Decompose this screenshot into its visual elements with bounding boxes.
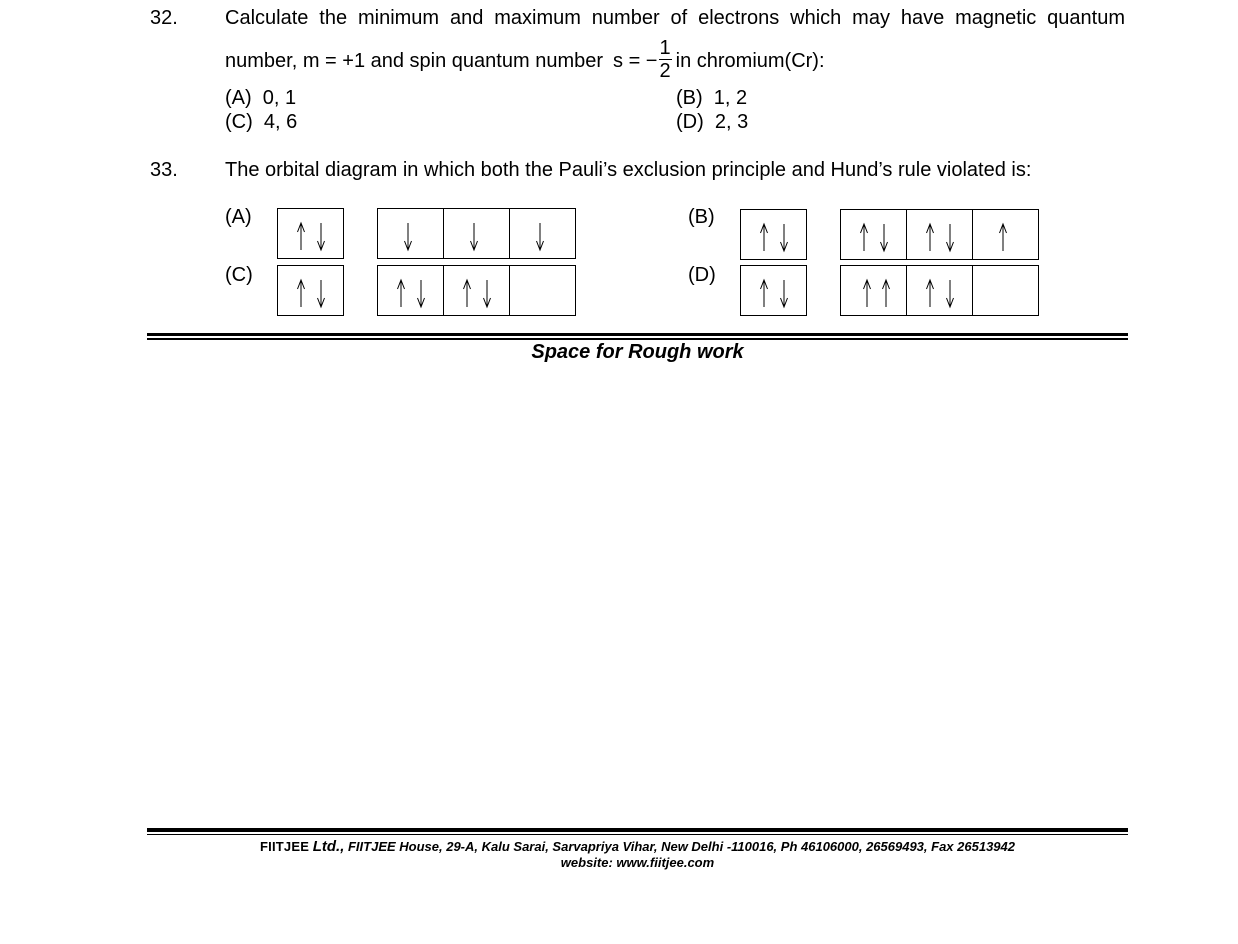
s-orbital-box (740, 265, 807, 316)
question-32-line2-suffix: in chromium(Cr): (675, 50, 825, 72)
question-32-text-line2 (225, 36, 825, 86)
question-32-number: 32. (150, 7, 178, 29)
rough-work-label: Space for Rough work (531, 341, 744, 363)
p-orbital-box (443, 208, 510, 259)
down-arrow-icon (318, 223, 325, 250)
footer-address-line (147, 839, 1128, 855)
up-arrow-icon (864, 280, 871, 307)
footer-rule-thick (147, 828, 1128, 832)
up-arrow-icon (398, 280, 405, 307)
p-orbital-box (840, 209, 907, 260)
fraction-one-half (659, 37, 672, 82)
down-arrow-icon (471, 223, 478, 250)
s-orbital-box (740, 209, 807, 260)
p-orbital-box (377, 208, 444, 259)
separator-thick (147, 333, 1128, 336)
footer-rule-thin (147, 834, 1128, 835)
s-orbital-box (277, 265, 344, 316)
question-32-line2-prefix: number, m = +1 and spin quantum number (225, 50, 604, 72)
fraction-denominator: 2 (659, 59, 671, 82)
up-arrow-icon (298, 223, 305, 250)
down-arrow-icon (781, 224, 788, 251)
down-arrow-icon (484, 280, 491, 307)
down-arrow-icon (781, 280, 788, 307)
footer-website: website: www.fiitjee.com (560, 855, 715, 870)
footer-address: FIITJEE House, 29-A, Kalu Sarai, Sarvapriya Vihar, New Delhi -110016, Ph 46106000, 26569493, Fax 26513942 (347, 839, 1015, 854)
p-orbital-box (377, 265, 444, 316)
down-arrow-icon (318, 280, 325, 307)
up-arrow-icon (298, 280, 305, 307)
option-33-d-label: (D) (688, 264, 716, 286)
option-value: 4, 6 (263, 111, 298, 133)
down-arrow-icon (881, 224, 888, 251)
option-label: (B) (676, 87, 703, 109)
up-arrow-icon (861, 224, 868, 251)
fraction-numerator: 1 (659, 36, 671, 59)
option-value: 0, 1 (262, 87, 297, 109)
up-arrow-icon (464, 280, 471, 307)
down-arrow-icon (947, 224, 954, 251)
option-33-a-label: (A) (225, 206, 252, 228)
up-arrow-icon (761, 224, 768, 251)
up-arrow-icon (927, 280, 934, 307)
option-value: 2, 3 (714, 111, 749, 133)
p-orbital-box (972, 265, 1039, 316)
option-32-a (225, 86, 296, 110)
option-value: 1, 2 (713, 87, 748, 109)
question-32-text-line1: Calculate the minimum and maximum number of electrons which may have magnetic quantum (225, 7, 1125, 29)
option-32-d (676, 110, 748, 134)
down-arrow-icon (405, 223, 412, 250)
option-label: (C) (225, 111, 253, 133)
option-32-c (225, 110, 297, 134)
up-arrow-icon (927, 224, 934, 251)
question-33-text: The orbital diagram in which both the Pauli’s exclusion principle and Hund’s rule violated is: (225, 159, 1032, 181)
down-arrow-icon (537, 223, 544, 250)
spin-symbol: s = − (613, 50, 658, 72)
p-orbital-box (906, 265, 973, 316)
option-label: (D) (676, 111, 704, 133)
p-orbital-box (509, 265, 576, 316)
option-label: (A) (225, 87, 252, 109)
down-arrow-icon (947, 280, 954, 307)
up-arrow-icon (883, 280, 890, 307)
p-orbital-box (509, 208, 576, 259)
footer-ltd: Ltd., (312, 838, 345, 855)
up-arrow-icon (1000, 224, 1007, 251)
option-32-b (676, 86, 747, 110)
p-orbital-box (972, 209, 1039, 260)
p-orbital-box (840, 265, 907, 316)
option-33-b-label: (B) (688, 206, 715, 228)
option-33-c-label: (C) (225, 264, 253, 286)
footer-brand: FIITJEE (260, 839, 310, 854)
down-arrow-icon (418, 280, 425, 307)
p-orbital-box (906, 209, 973, 260)
question-33-number: 33. (150, 159, 178, 181)
s-orbital-box (277, 208, 344, 259)
p-orbital-box (443, 265, 510, 316)
up-arrow-icon (761, 280, 768, 307)
